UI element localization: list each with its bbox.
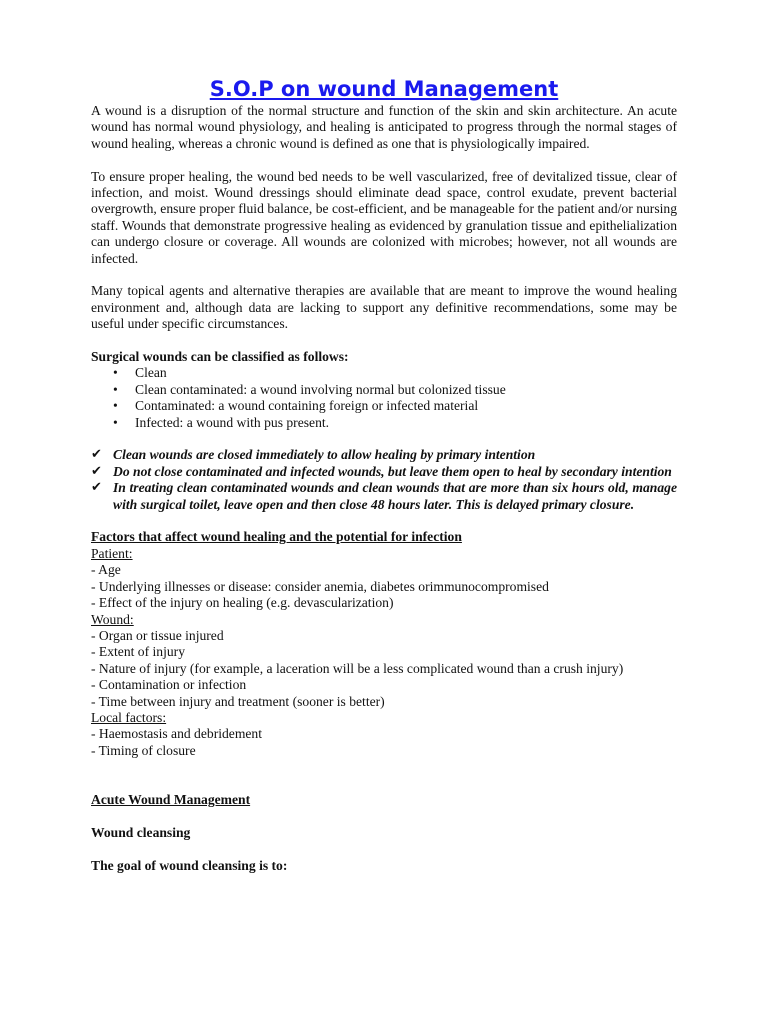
check-icon: ✔ xyxy=(91,480,102,496)
patient-item: - Effect of the injury on healing (e.g. devascularization) xyxy=(91,595,394,611)
local-factor-item: - Haemostasis and debridement xyxy=(91,726,263,742)
classification-list xyxy=(91,365,677,431)
wound-label: Wound: xyxy=(91,611,134,627)
check-icon: ✔ xyxy=(91,463,102,479)
patient-item: - Age xyxy=(91,562,121,578)
patient-item: - Underlying illnesses or disease: consider anemia, diabetes orimmunocompromised xyxy=(91,578,549,594)
page-title: S.O.P on wound Management xyxy=(209,77,559,101)
factors-heading: Factors that affect wound healing and the potential for infection xyxy=(91,529,462,545)
check-item: ✔ Do not close contaminated and infected wounds, but leave them open to heal by secondary intention xyxy=(91,463,672,479)
cleansing-goal: The goal of wound cleansing is to: xyxy=(91,857,288,873)
acute-heading: Acute Wound Management xyxy=(91,791,251,807)
cleansing-subheading: Wound cleansing xyxy=(91,824,191,840)
check-item: ✔ Clean wounds are closed immediately to allow healing by primary intention xyxy=(91,447,536,463)
bullet-icon: • xyxy=(113,414,118,430)
wound-item: - Extent of injury xyxy=(91,644,186,660)
check-icon: ✔ xyxy=(91,447,102,463)
bullet-icon: • xyxy=(113,365,118,381)
wound-item: - Contamination or infection xyxy=(91,677,247,693)
checklist xyxy=(91,447,677,513)
therapies-paragraph: Many topical agents and alternative therapies are available that are meant to improve the wound healing environment and, although data are lacking to support any definitive recommendations, some may be useful under specific circumstances. xyxy=(91,283,677,332)
list-item: • Clean contaminated: a wound involving normal but colonized tissue xyxy=(113,381,506,397)
patient-label: Patient: xyxy=(91,545,133,561)
local-factor-item: - Timing of closure xyxy=(91,742,196,758)
bullet-icon: • xyxy=(113,381,118,397)
document-page xyxy=(91,76,677,874)
list-item: • Infected: a wound with pus present. xyxy=(113,414,330,430)
bullet-icon: • xyxy=(113,398,118,414)
wound-item: - Time between injury and treatment (sooner is better) xyxy=(91,693,385,709)
healing-paragraph: To ensure proper healing, the wound bed needs to be well vascularized, free of devitalized tissue, clear of infection, and moist. Wound dressings should eliminate dead space, control exudate, prevent bacterial overgrowth, ensure proper fluid balance, be cost-efficient, and be manageable for the patient and/or nursing staff. Wounds that demonstrate progressive healing as evidenced by granulation tissue and epithelialization can undergo closure or coverage. All wounds are colonized with microbes; however, not all wounds are infected. xyxy=(91,168,677,266)
list-item: • Contaminated: a wound containing foreign or infected material xyxy=(113,398,479,414)
classification-heading: Surgical wounds can be classified as follows: xyxy=(91,349,349,365)
local-factors-label: Local factors: xyxy=(91,709,167,725)
list-item: • Clean xyxy=(113,365,167,381)
wound-item: - Nature of injury (for example, a laceration will be a less complicated wound than a crush injury) xyxy=(91,660,624,676)
wound-item: - Organ or tissue injured xyxy=(91,627,224,643)
check-item: ✔ In treating clean contaminated wounds and clean wounds that are more than six hours old, manage with surgical toilet, leave open and then close 48 hours later. This is delayed primary closure. xyxy=(91,480,677,512)
intro-paragraph: A wound is a disruption of the normal structure and function of the skin and skin architecture. An acute wound has normal wound physiology, and healing is anticipated to progress through the normal stages of wound healing, whereas a chronic wound is defined as one that is physiologically impaired. xyxy=(91,103,677,151)
